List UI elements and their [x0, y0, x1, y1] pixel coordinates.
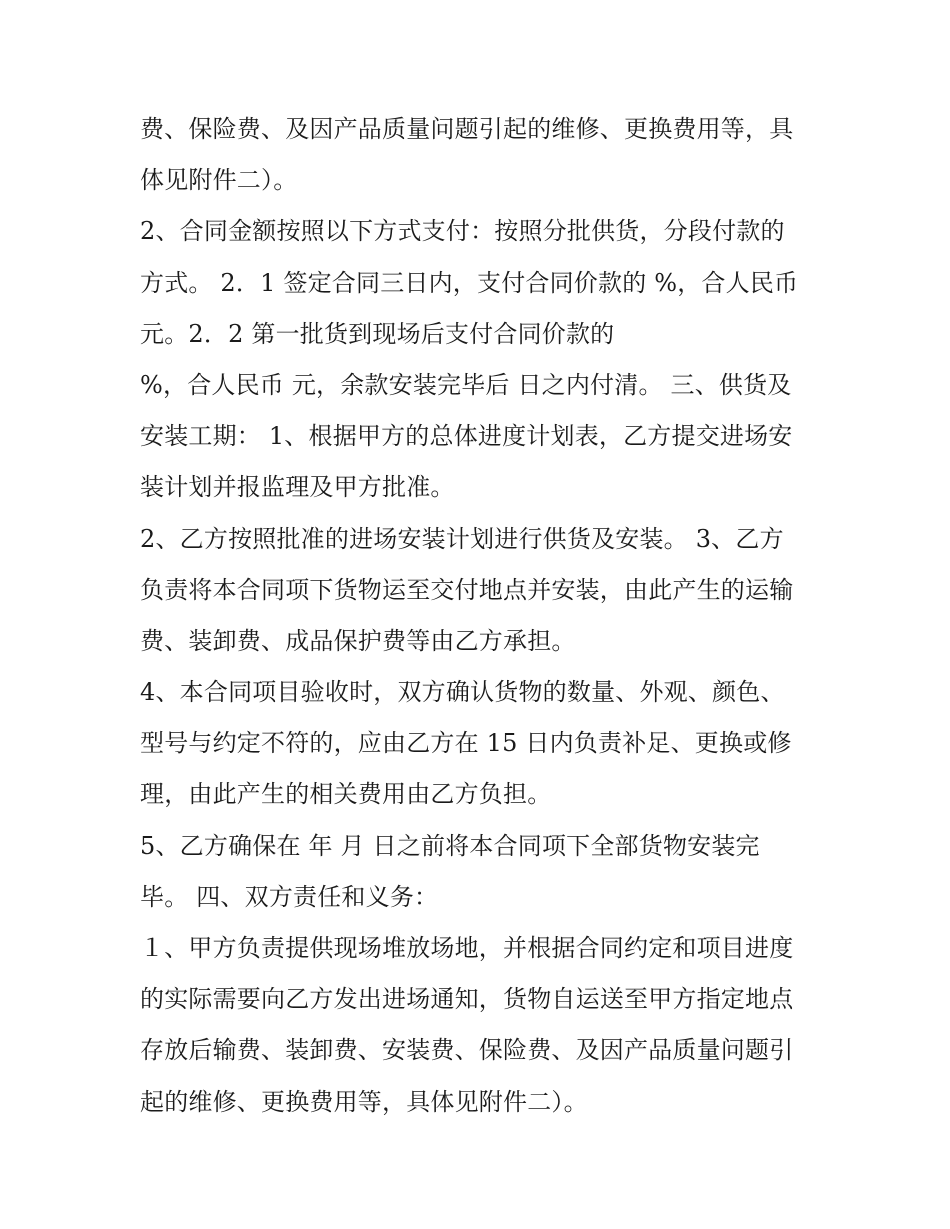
text-line: 方式。 2．1 签定合同三日内，支付合同价款的 %，合人民币 [140, 268, 799, 297]
text-line: 的实际需要向乙方发出进场通知，货物自运送至甲方指定地点 [140, 985, 794, 1014]
text-line: 型号与约定不符的，应由乙方在 15 日内负责补足、更换或修 [140, 729, 792, 758]
text-line: 理，由此产生的相关费用由乙方负担。 [140, 780, 552, 809]
text-line: 5、乙方确保在 年 月 日之前将本合同项下全部货物安装完 [140, 831, 760, 860]
text-line: 元。2．2 第一批货到现场后支付合同价款的 [140, 319, 615, 348]
text-line: 毕。 四、双方责任和义务： [140, 882, 439, 911]
text-line: １、甲方负责提供现场堆放场地，并根据合同约定和项目进度 [140, 934, 794, 962]
text-line: %，合人民币 元，余款安装完毕后 日之内付清。 三、供货及 [140, 370, 792, 399]
text-line: 装计划并报监理及甲方批准。 [140, 473, 455, 502]
text-line: 2、乙方按照批准的进场安装计划进行供货及安装。 3、乙方 [140, 524, 784, 553]
contract-text-body [140, 104, 820, 1128]
text-line: 存放后输费、装卸费、安装费、保险费、及因产品质量问题引 [140, 1036, 794, 1065]
text-line: 费、保险费、及因产品质量问题引起的维修、更换费用等，具 [140, 115, 794, 143]
text-line: 4、本合同项目验收时，双方确认货物的数量、外观、颜色、 [140, 678, 785, 707]
text-line: 费、装卸费、成品保护费等由乙方承担。 [140, 626, 576, 655]
text-line: 2、合同金额按照以下方式支付：按照分批供货，分段付款的 [140, 217, 785, 246]
text-line: 负责将本合同项下货物运至交付地点并安装，由此产生的运输 [140, 575, 794, 604]
text-line: 安装工期： 1、根据甲方的总体进度计划表，乙方提交进场安 [140, 422, 793, 451]
text-line: 起的维修、更换费用等，具体见附件二）。 [140, 1087, 588, 1116]
text-line: 体见附件二）。 [140, 166, 298, 195]
